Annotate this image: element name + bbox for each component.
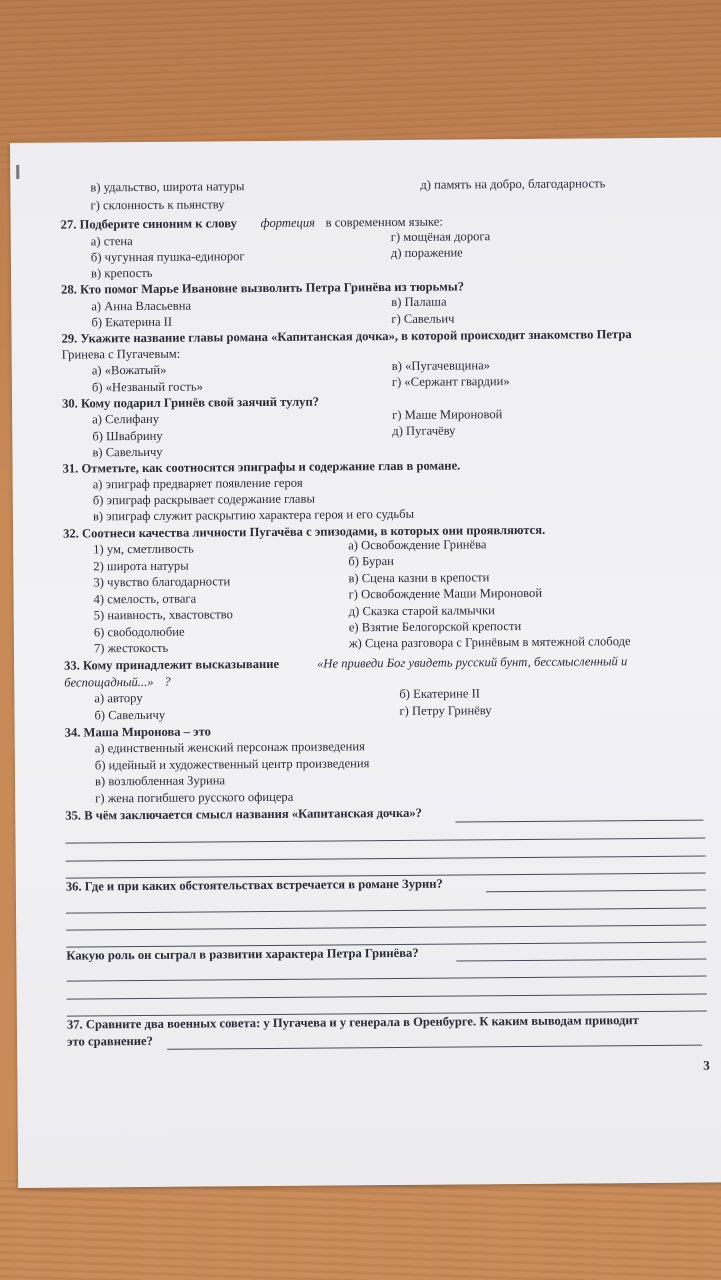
answer-line xyxy=(66,856,706,862)
answer-option: 4) смелость, отвага xyxy=(93,591,197,607)
answer-option: а) автору xyxy=(94,690,143,706)
answer-option: б) идейный и художественный центр произведения xyxy=(94,756,370,773)
answer-option: а) Освобождение Гринёва xyxy=(348,537,487,553)
answer-option: б) Буран xyxy=(348,553,394,569)
staple-mark xyxy=(16,165,19,179)
answer-option: г) Савельич xyxy=(391,311,455,327)
question-text: Какую роль он сыграл в развитии характера Петра Гринёва? xyxy=(66,945,419,963)
answer-option: а) Анна Власьевна xyxy=(91,298,192,314)
answer-option: Гринева с Пугачевым: xyxy=(61,346,181,362)
answer-line xyxy=(66,925,706,931)
question-text: 33. Кому принадлежит высказывание xyxy=(64,656,280,673)
answer-option: в) «Пугачевщина» xyxy=(391,358,490,374)
answer-option: 5) наивность, хвастовство xyxy=(93,607,233,623)
question-text: 35. В чём заключается смысл названия «Капитанская дочка»? xyxy=(65,805,422,823)
worksheet-page xyxy=(10,137,721,1188)
q27-tail: в современном языке: xyxy=(325,214,443,230)
answer-option: в) удальство, широта натуры xyxy=(90,179,245,195)
question-text: 36. Где и при каких обстоятельствах встречается в романе Зурин? xyxy=(65,876,443,894)
answer-option: г) жена погибшего русского офицера xyxy=(95,789,294,806)
q27-keyword: фортеция xyxy=(260,215,316,231)
answer-option: г) «Сержант гвардии» xyxy=(391,374,510,390)
answer-option: в) Савельичу xyxy=(92,444,163,460)
answer-option: а) «Вожатый» xyxy=(91,362,167,378)
answer-option: в) возлюбленная Зурина xyxy=(94,773,226,789)
answer-option: е) Взятие Белогорской крепости xyxy=(348,619,522,635)
answer-option: 1) ум, сметливость xyxy=(93,541,194,557)
answer-line xyxy=(456,959,706,962)
answer-option: 2) широта натуры xyxy=(93,558,189,574)
question-text: 37. Сравните два военных совета: у Пугачева и у генерала в Оренбурге. К каким выводам приводит xyxy=(66,1013,639,1032)
answer-option: г) мощёная дорога xyxy=(390,229,491,245)
answer-line xyxy=(66,908,706,914)
answer-option: б) Савельичу xyxy=(94,707,166,723)
question-text: 28. Кто помог Марье Ивановне вызволить Петра Гринёва из тюрьмы? xyxy=(61,279,465,297)
answer-option: 7) жестокость xyxy=(93,640,169,656)
answer-option: а) стена xyxy=(90,234,133,249)
answer-line xyxy=(486,890,706,893)
question-text: 31. Отметьте, как соотносятся эпиграфы и содержание глав в романе. xyxy=(62,458,461,476)
answer-option: а) единственный женский персонаж произведения xyxy=(94,739,365,756)
answer-line xyxy=(65,838,705,844)
answer-option: в) эпиграф служит раскрытию характера героя и его судьбы xyxy=(92,506,415,524)
answer-option: 3) чувство благодарности xyxy=(93,574,231,590)
answer-option: г) Петру Гринёву xyxy=(399,703,492,718)
answer-option: д) поражение xyxy=(390,245,463,261)
question-text: 27. Подберите синоним к слову xyxy=(60,216,237,232)
question-text: 34. Маша Миронова – это xyxy=(64,724,211,740)
answer-option: д) Пугачёву xyxy=(392,423,456,439)
answer-line xyxy=(67,976,707,982)
answer-option: ж) Сцена разговора с Гринёвым в мятежной слободе xyxy=(348,634,631,651)
answer-line xyxy=(67,994,707,1000)
answer-option: беспощадный...» xyxy=(64,674,154,690)
answer-line xyxy=(167,1045,702,1050)
answer-option: г) Освобождение Маши Мироновой xyxy=(348,585,543,602)
answer-option: б) Екатерина II xyxy=(91,314,173,330)
question-text: это сравнение? xyxy=(67,1033,153,1049)
answer-option: в) Сцена казни в крепости xyxy=(348,570,490,586)
answer-option: г) Маше Мироновой xyxy=(392,407,503,423)
page-number: 3 xyxy=(703,1057,710,1073)
answer-option: а) эпиграф предваряет появление героя xyxy=(92,475,303,492)
answer-option: б) Швабрину xyxy=(92,428,163,444)
answer-option: г) склонность к пьянству xyxy=(90,197,225,213)
answer-option: 6) свободолюбие xyxy=(93,624,185,640)
q33-quote: «Не приведи Бог увидеть русский бунт, бессмысленный и xyxy=(317,654,628,671)
answer-option: а) Селифану xyxy=(92,411,160,427)
answer-option: д) память на добро, благодарность xyxy=(420,176,606,192)
q33-tail: ? xyxy=(164,674,171,689)
question-text: 30. Кому подарил Гринёв свой заячий тулуп? xyxy=(61,394,320,411)
answer-option: б) эпиграф раскрывает содержание главы xyxy=(92,491,315,508)
answer-option: б) чугунная пушка-единорог xyxy=(90,249,245,265)
answer-line xyxy=(455,820,703,823)
answer-option: б) Екатерине II xyxy=(399,686,481,701)
answer-option: в) крепость xyxy=(90,265,153,281)
answer-option: в) Палаша xyxy=(391,294,447,310)
question-text: 32. Соотнеси качества личности Пугачёва с эпизодами, в которых они проявляются. xyxy=(63,522,546,541)
answer-option: б) «Незваный гость» xyxy=(91,379,203,395)
wooden-surface-bottom xyxy=(0,1180,721,1280)
question-text: 29. Укажите название главы романа «Капитанская дочка», в которой происходит знакомство Петра xyxy=(61,327,632,346)
answer-option: д) Сказка старой калмычки xyxy=(348,603,495,619)
